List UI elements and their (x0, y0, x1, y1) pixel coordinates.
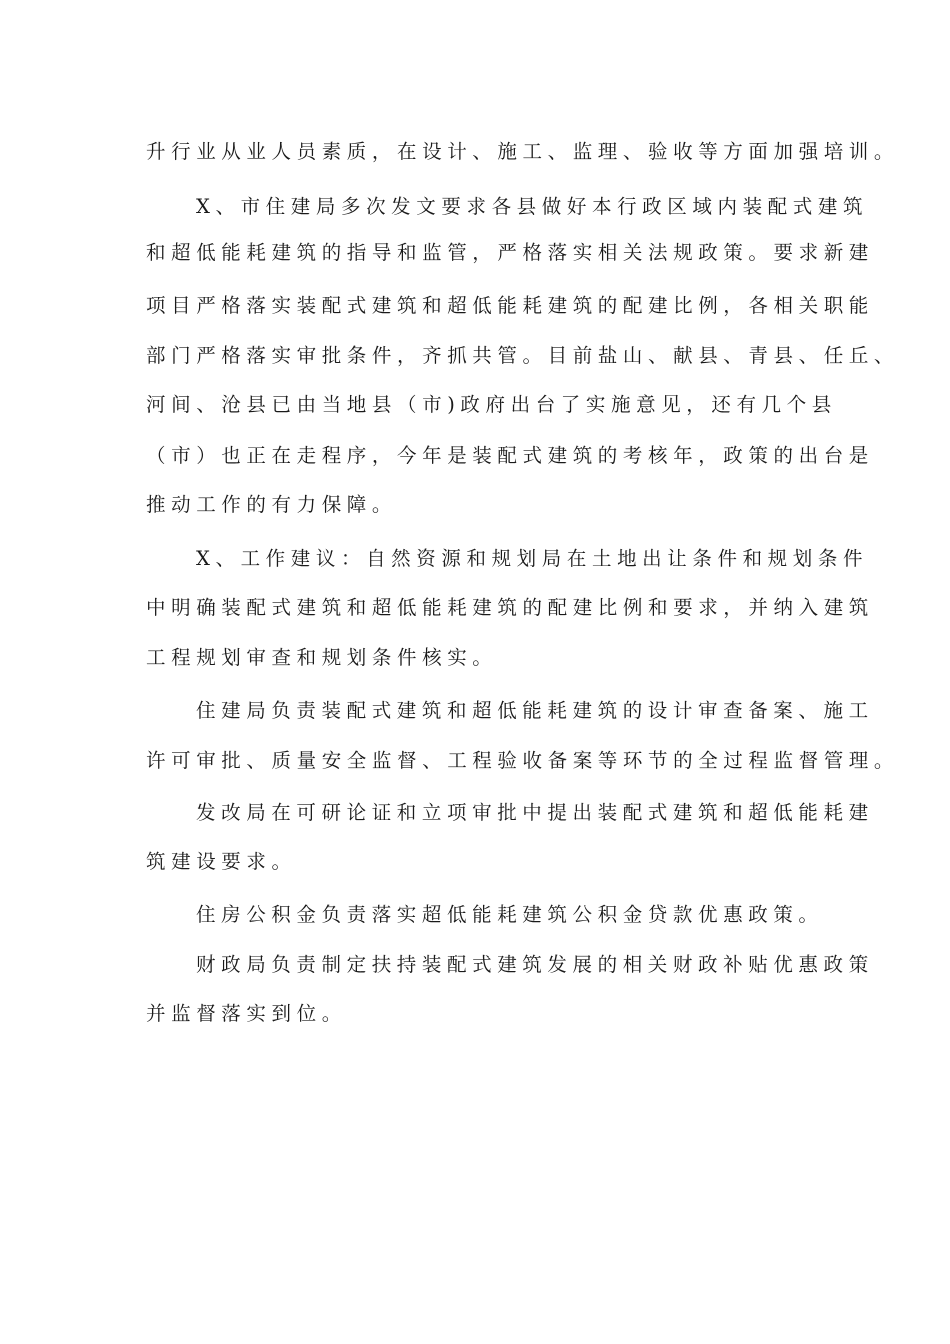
text-line: 升行业从业人员素质，在设计、施工、监理、验收等方面加强培训。 (146, 140, 900, 163)
text-line: 中明确装配式建筑和超低能耗建筑的配建比例和要求，并纳入建筑 (146, 596, 874, 619)
text-line: 财政局负责制定扶持装配式建筑发展的相关财政补贴优惠政策 (196, 953, 874, 976)
text-line: 部门严格落实审批条件，齐抓共管。目前盐山、献县、青县、任丘、 (146, 344, 900, 367)
text-line: X、工作建议：自然资源和规划局在土地出让条件和规划条件 (196, 547, 869, 570)
text-line: 工程规划审查和规划条件核实。 (146, 646, 498, 669)
text-line: X、市住建局多次发文要求各县做好本行政区域内装配式建筑 (196, 195, 869, 218)
text-line: 并监督落实到位。 (146, 1002, 347, 1025)
text-line: 许可审批、质量安全监督、工程验收备案等环节的全过程监督管理。 (146, 749, 900, 772)
text-line: 住建局负责装配式建筑和超低能耗建筑的设计审查备案、施工 (196, 699, 874, 722)
text-line: 发改局在可研论证和立项审批中提出装配式建筑和超低能耗建 (196, 801, 874, 824)
text-line: 推动工作的有力保障。 (146, 493, 398, 516)
text-line: 筑建设要求。 (146, 850, 297, 873)
text-line: 项目严格落实装配式建筑和超低能耗建筑的配建比例，各相关职能 (146, 294, 874, 317)
text-line: 河间、沧县已由当地县（市)政府出台了实施意见，还有几个县 (146, 393, 837, 416)
text-line: （市）也正在走程序，今年是装配式建筑的考核年，政策的出台是 (146, 444, 874, 467)
text-line: 住房公积金负责落实超低能耗建筑公积金贷款优惠政策。 (196, 903, 824, 926)
text-line: 和超低能耗建筑的指导和监管，严格落实相关法规政策。要求新建 (146, 241, 874, 264)
